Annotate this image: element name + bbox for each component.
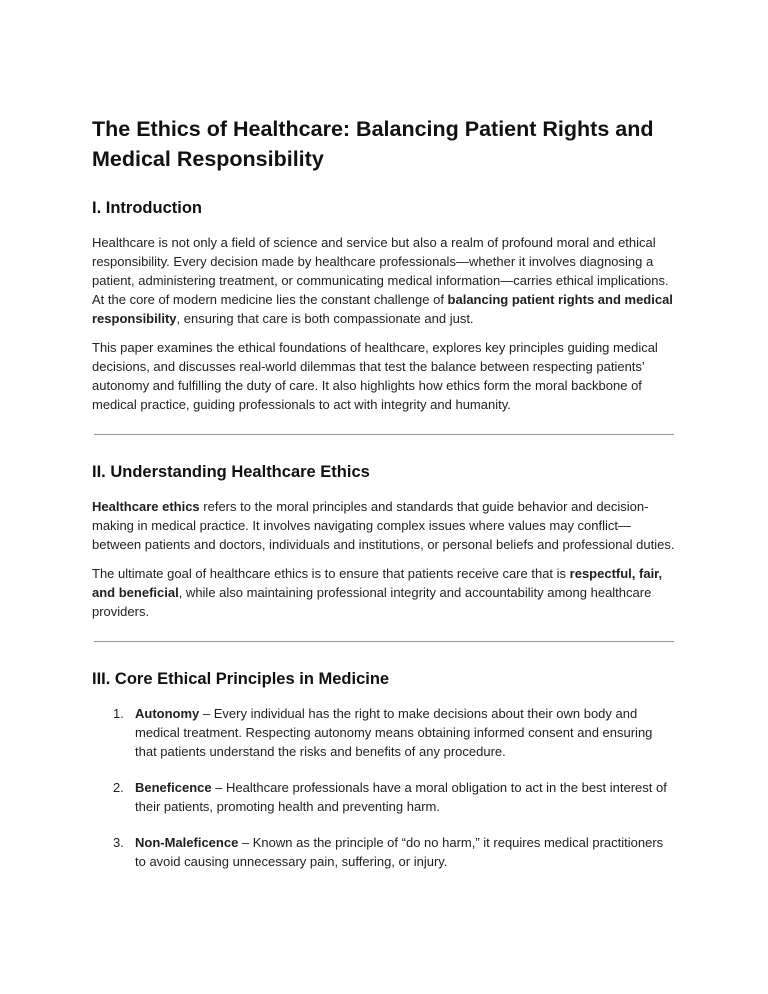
understanding-paragraph-1 (92, 497, 676, 554)
intro-p1-text-b: , ensuring that care is both compassionate and just. (176, 311, 474, 326)
intro-paragraph-2: This paper examines the ethical foundations of healthcare, explores key principles guiding medical decisions, and discusses real-world dilemmas that test the balance between respecting patients’ autonomy and fulfilling the duty of care. It also highlights how ethics form the moral backbone of medical practice, guiding professionals to act with integrity and humanity. (92, 340, 658, 412)
list-item (113, 778, 676, 816)
list-item-term: Autonomy (135, 706, 200, 721)
list-item (113, 704, 676, 761)
list-item-description: – Known as the principle of “do no harm,” it requires medical practitioners to avoid causing unnecessary pain, suffering, or injury. (135, 835, 664, 869)
intro-p1-text-a: Healthcare is not only a field of science and service but also a realm of profound moral and ethical responsibility. Every decision made by healthcare professionals—whether it involves diagnosing a patient, administering treatment, or communicating medical information—carries ethical implications. At the core of modern medicine lies the constant challenge of (92, 235, 669, 307)
section-divider (94, 641, 674, 642)
list-item-text (135, 704, 676, 761)
list-item-number: 2. (113, 780, 124, 795)
section-heading-principles: III. Core Ethical Principles in Medicine (92, 670, 390, 688)
understanding-p1-bold: Healthcare ethics (92, 499, 200, 514)
understanding-p2-bold: respectful, fair, and beneficial (92, 566, 663, 600)
list-item-text (135, 778, 676, 816)
intro-paragraph-1 (92, 233, 676, 328)
principles-list (92, 704, 676, 871)
section-heading-understanding: II. Understanding Healthcare Ethics (92, 463, 370, 481)
list-item-text (135, 833, 676, 871)
list-item-description: – Every individual has the right to make decisions about their own body and medical treatment. Respecting autonomy means obtaining informed consent and ensuring that patients understand the risks and benefits of any procedure. (135, 706, 653, 759)
understanding-p2-text-a: The ultimate goal of healthcare ethics is to ensure that patients receive care that is (92, 566, 570, 581)
understanding-p1-text: refers to the moral principles and standards that guide behavior and decision-making in medical practice. It involves navigating complex issues where values may conflict—between patients and doctors, individuals and institutions, or personal beliefs and professional duties. (92, 499, 675, 552)
understanding-p2-text-b: , while also maintaining professional integrity and accountability among healthcare providers. (92, 585, 652, 619)
list-item-number: 1. (113, 706, 124, 721)
list-item-description: – Healthcare professionals have a moral obligation to act in the best interest of their patients, promoting health and preventing harm. (135, 780, 667, 814)
understanding-paragraph-2 (92, 564, 676, 621)
list-item-term: Beneficence (135, 780, 212, 795)
section-heading-introduction: I. Introduction (92, 199, 202, 217)
list-item (113, 833, 676, 871)
list-item-number: 3. (113, 835, 124, 850)
list-item-term: Non-Maleficence (135, 835, 239, 850)
document-title: The Ethics of Healthcare: Balancing Patient Rights and Medical Responsibility (92, 117, 654, 171)
section-divider (94, 434, 674, 435)
intro-p1-bold: balancing patient rights and medical responsibility (92, 292, 673, 326)
